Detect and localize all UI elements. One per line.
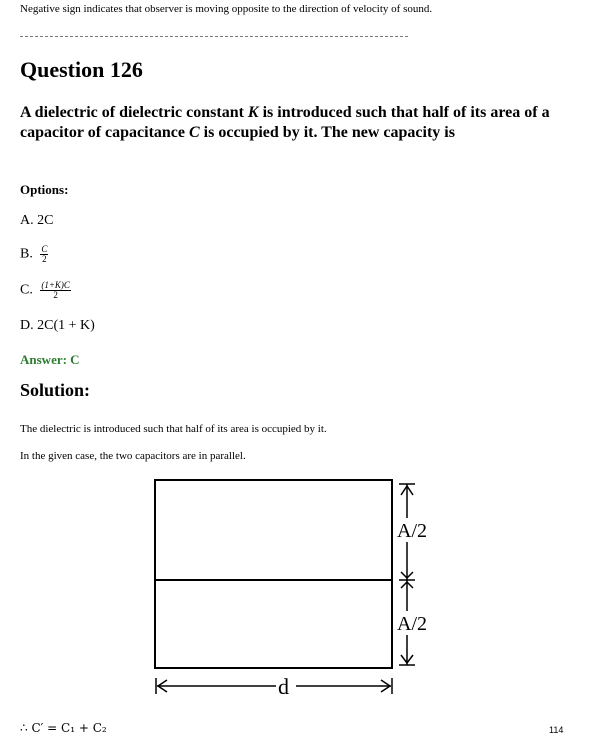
intro-text: Negative sign indicates that observer is moving opposite to the direction of velocity of sound. [20,3,433,15]
option-letter: D. [20,318,34,333]
question-text-part1: A dielectric of dielectric constant [20,104,248,121]
option-value: 2C [37,213,54,228]
solution-heading: Solution: [20,380,91,400]
option-letter: A. [20,213,34,228]
page-number: 114 [549,725,564,735]
question-text-part3: is occupied by it. The new capacity is [199,124,455,141]
option-letter: B. [20,246,33,262]
solution-line-1: The dielectric is introduced such that half of its area is occupied by it. [20,423,327,435]
distance-arrow [156,678,392,694]
answer-text: Answer: C [20,352,80,367]
fraction-denominator: 2 [42,254,47,264]
fraction-denominator: 2 [53,290,58,300]
formula: ∴ C′ = C₁ + C₂ [20,721,107,735]
option-letter: C. [20,282,33,298]
area-dimension-arrows [399,484,415,665]
var-k: K [247,104,259,121]
fraction-numerator: (1+K)C [41,280,70,290]
label-area-top: A/2 [397,520,427,542]
label-area-bottom: A/2 [397,613,427,635]
option-value: 2C(1 + K) [37,318,95,333]
capacitor-outline [155,480,392,668]
options-heading: Options: [20,182,69,197]
question-text-part2: is introduced such that half of its area of a capacitor of capacitance [20,104,550,141]
solution-line-2: In the given case, the two capacitors are in parallel. [20,450,246,462]
var-c: C [189,124,200,141]
label-distance: d [278,674,289,699]
question-title: Question 126 [20,57,143,82]
fraction-numerator: C [41,244,48,254]
